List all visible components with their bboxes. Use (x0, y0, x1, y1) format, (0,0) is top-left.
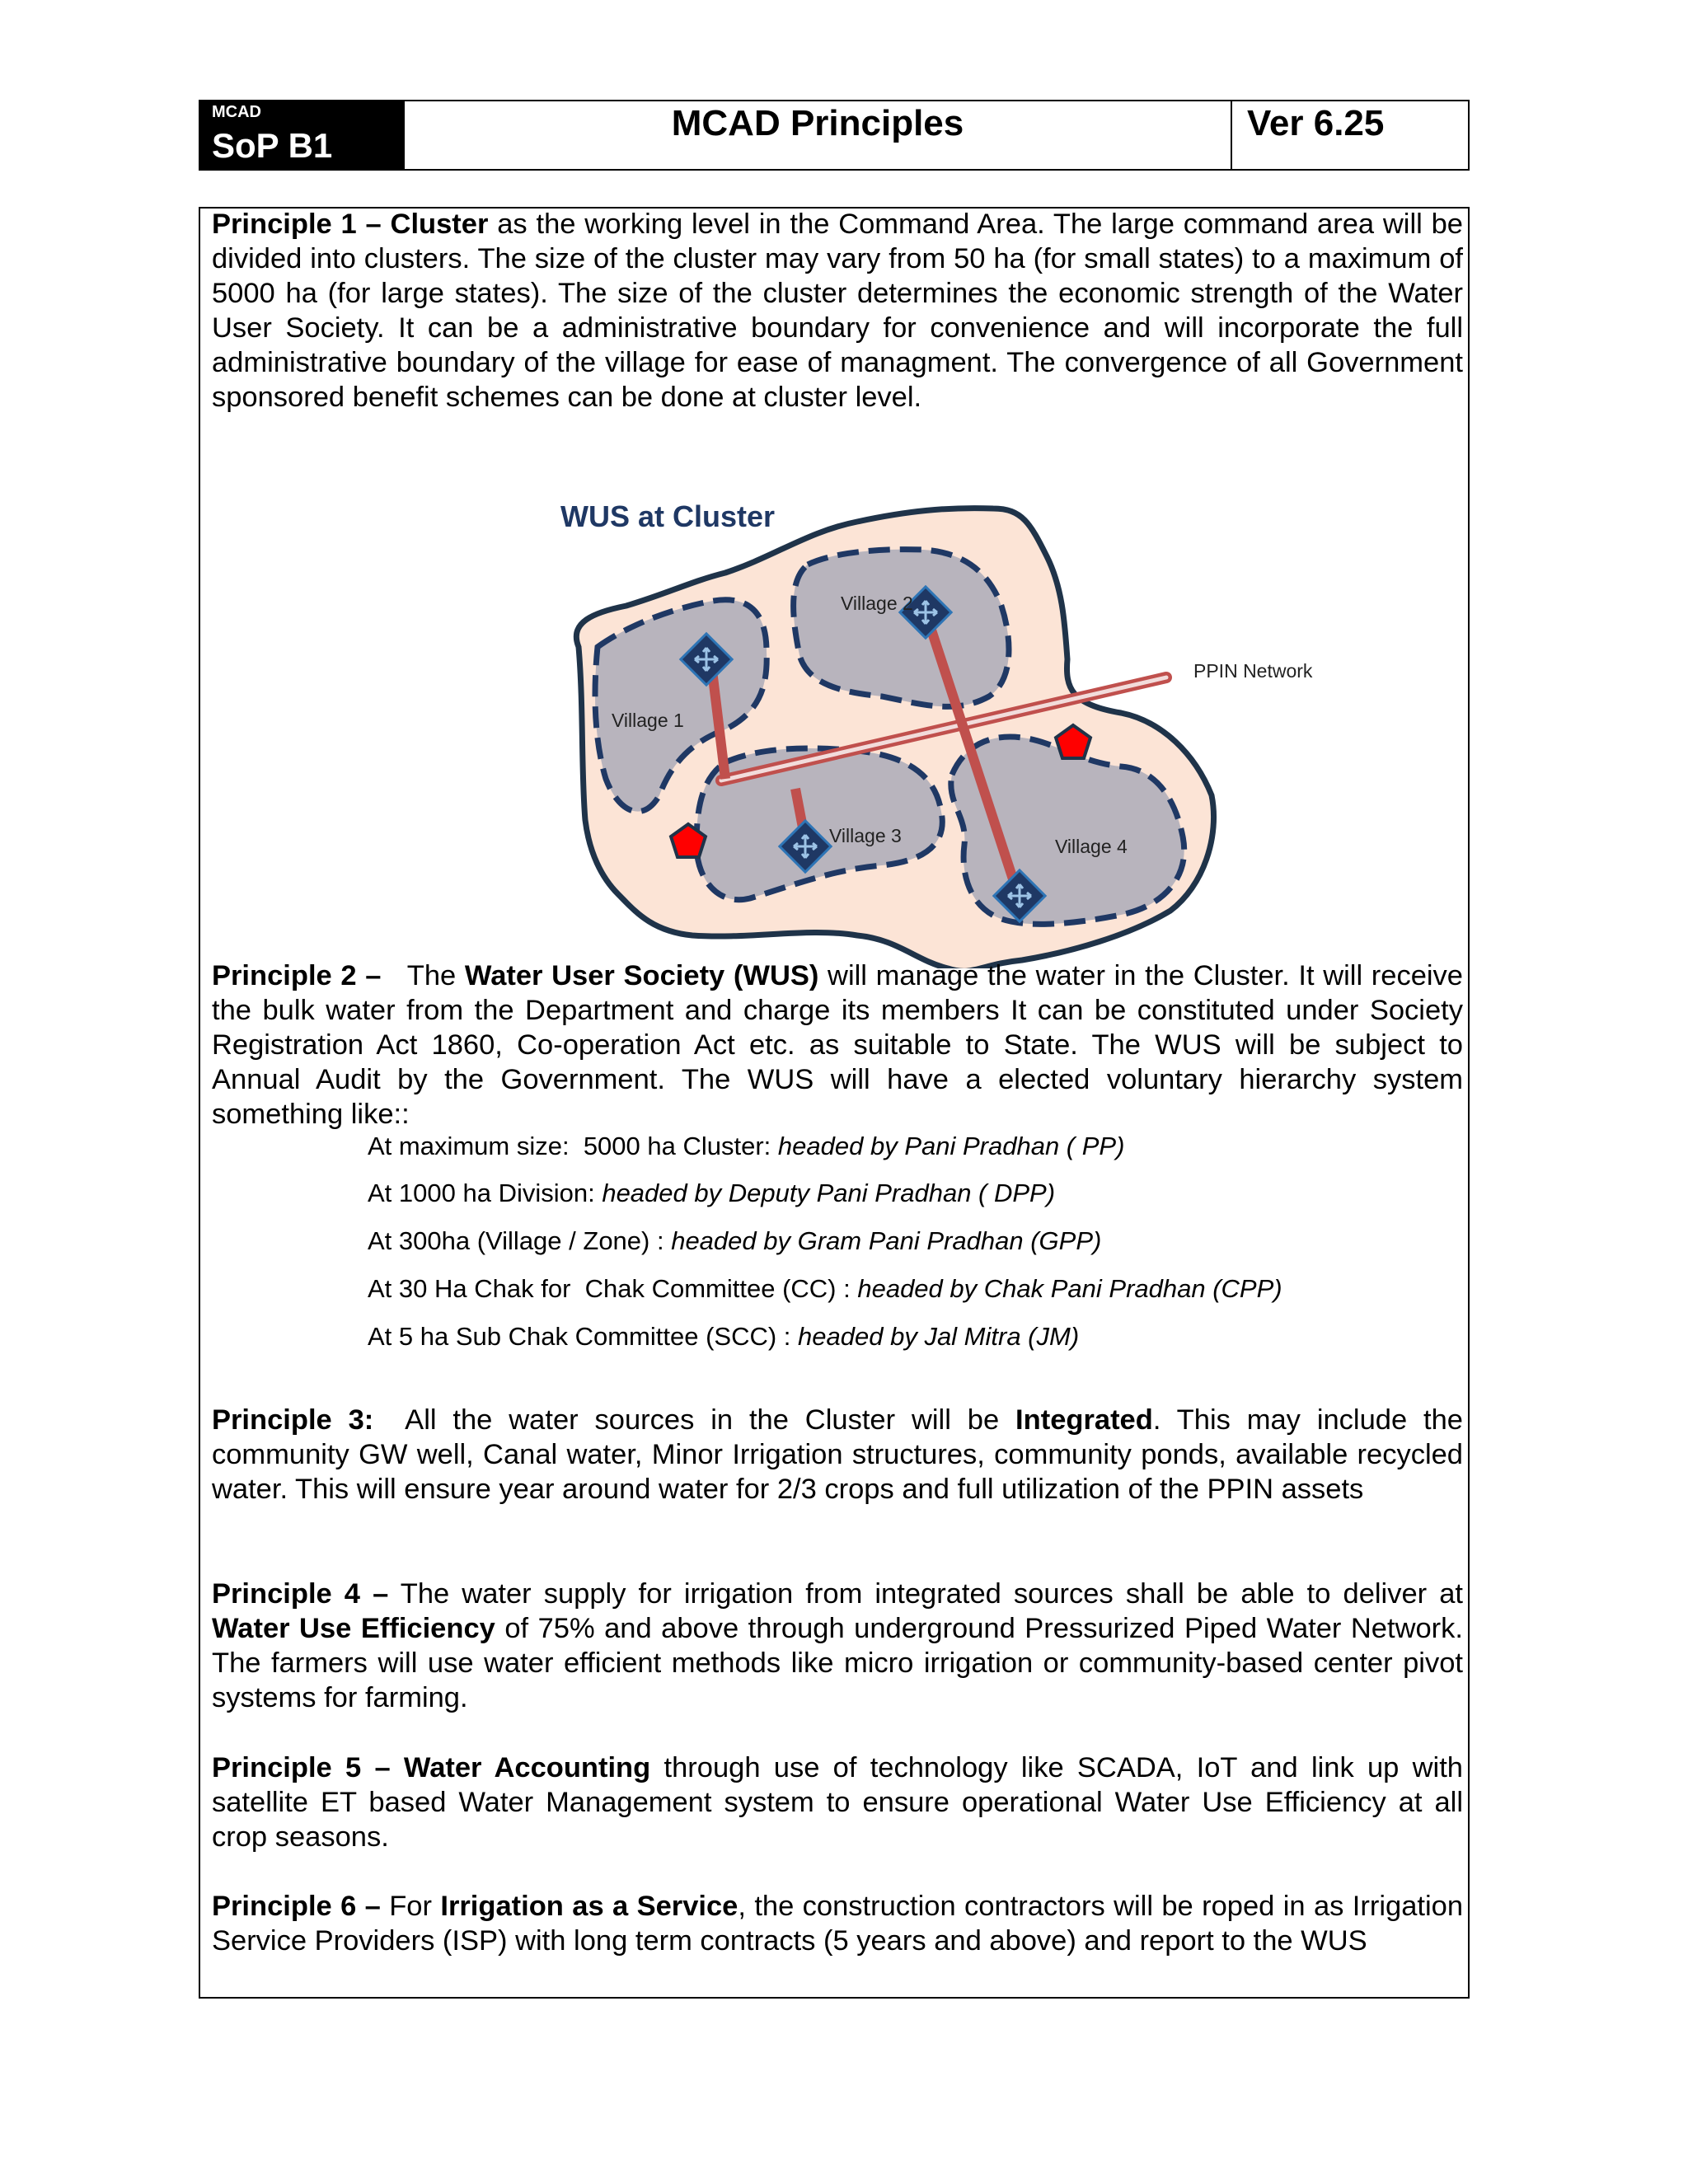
hierarchy-head: headed by Deputy Pani Pradhan ( DPP) (602, 1179, 1056, 1207)
principle-6-bold: Irrigation as a Service (440, 1891, 738, 1922)
principle-3-label: Principle 3: (212, 1404, 374, 1436)
ppin-network-label: PPIN Network (1193, 660, 1313, 682)
principle-6-pre: For (380, 1891, 441, 1922)
principle-3-pre: All the water sources in the Cluster will be (373, 1404, 1016, 1436)
hierarchy-head: headed by Pani Pradhan ( PP) (777, 1132, 1125, 1160)
principle-6-text: , the construction contractors will be roped in as Irrigation Service Providers (ISP) with long term contracts (5 years and above) and report to the WUS (212, 1891, 1464, 1957)
principle-2-pre: The (381, 960, 465, 991)
principle-4 (212, 1577, 1463, 1715)
doc-code: SoP B1 (212, 126, 333, 165)
principle-5-label: Principle 5 – Water Accounting (212, 1752, 651, 1783)
principle-1-label: Principle 1 – Cluster (212, 209, 489, 240)
version-label: Ver 6.25 (1247, 103, 1385, 143)
principle-1-text: as the working level in the Command Area. The large command area will be divided into clusters. The size of the cluster may vary from 50 ha (for small states) to a maximum of 5000 ha (for large states). The size of the cluster determines the economic strength of the Water User Society. It can be a administrative boundary for convenience and will incorporate the full administrative boundary of the village for ease of managment. The convergence of all Government sponsored benefit schemes can be done at cluster level. (212, 209, 1463, 413)
hierarchy-level: At 300ha (Village / Zone) : (368, 1226, 672, 1255)
page-title: MCAD Principles (671, 103, 964, 143)
hierarchy-item-4 (368, 1274, 1282, 1304)
title-cell (405, 101, 1232, 169)
document-header (199, 100, 1470, 171)
principle-2-bold: Water User Society (WUS) (464, 960, 819, 991)
principle-3 (212, 1403, 1463, 1507)
village-3-label: Village 3 (829, 825, 902, 846)
principle-2 (212, 958, 1463, 1132)
principle-2-label: Principle 2 – (212, 960, 382, 991)
hierarchy-item-3 (368, 1226, 1101, 1256)
principle-6 (212, 1889, 1463, 1958)
wus-cluster-diagram (560, 490, 1335, 968)
hierarchy-head: headed by Chak Pani Pradhan (CPP) (857, 1274, 1282, 1303)
principle-3-bold: Integrated (1015, 1404, 1153, 1436)
hierarchy-head: headed by Jal Mitra (JM) (798, 1322, 1080, 1351)
principle-5-text: through use of technology like SCADA, IoT and link up with satellite ET based Water Management system to ensure operational Water Use Efficiency at all crop seasons. (212, 1752, 1463, 1853)
principle-5 (212, 1750, 1463, 1854)
hierarchy-level: At 5 ha Sub Chak Committee (SCC) : (368, 1322, 799, 1351)
version-cell (1232, 101, 1468, 169)
principle-3-text: . This may include the community GW well, Canal water, Minor Irrigation structures, community ponds, available recycled water. This will ensure year around water for 2/3 crops and full utilization of the PPIN assets (212, 1404, 1463, 1505)
principle-4-label: Principle 4 – (212, 1578, 389, 1610)
principle-1 (212, 207, 1463, 415)
org-label: MCAD (212, 103, 261, 121)
hierarchy-item-1 (368, 1132, 1124, 1161)
hierarchy-level: At 1000 ha Division: (368, 1179, 603, 1207)
village-1-label: Village 1 (612, 710, 684, 731)
principle-4-text: of 75% and above through underground Pressurized Piped Water Network. The farmers will use water efficient methods like micro irrigation or community-based center pivot systems for farming. (212, 1613, 1463, 1713)
principle-2-text: will manage the water in the Cluster. It will receive the bulk water from the Department and charge its members It can be constituted under Society Registration Act 1860, Co-operation Act etc. as suitable to State. The WUS will be subject to Annual Audit by the Government. The WUS will have a elected voluntary hierarchy system something like:: (212, 960, 1463, 1130)
village-2-area (794, 550, 1009, 707)
doc-code-cell (200, 101, 405, 169)
principle-4-pre: The water supply for irrigation from integrated sources shall be able to deliver at (388, 1578, 1464, 1610)
principle-6-label: Principle 6 – (212, 1891, 381, 1922)
village-4-label: Village 4 (1055, 836, 1128, 857)
village-2-label: Village 2 (841, 593, 913, 614)
hierarchy-item-2 (368, 1179, 1055, 1208)
diagram-title: WUS at Cluster (560, 499, 776, 533)
hierarchy-level: At 30 Ha Chak for Chak Committee (CC) : (368, 1274, 858, 1303)
hierarchy-level: At maximum size: 5000 ha Cluster: (368, 1132, 778, 1160)
hierarchy-head: headed by Gram Pani Pradhan (GPP) (671, 1226, 1102, 1255)
principle-4-bold: Water Use Efficiency (212, 1613, 495, 1644)
hierarchy-item-5 (368, 1322, 1079, 1352)
